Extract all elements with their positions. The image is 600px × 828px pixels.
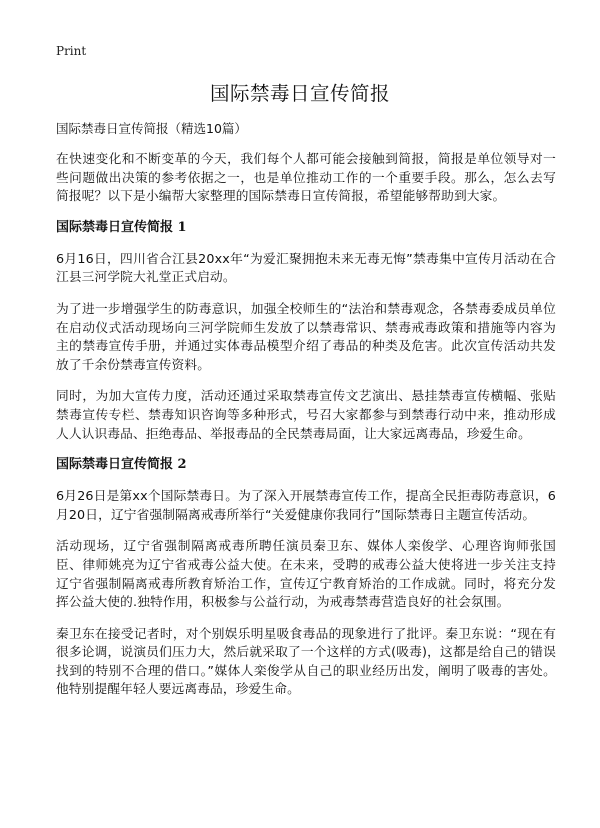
section-heading-2: 国际禁毒日宣传简报 2	[56, 457, 187, 473]
document-body	[56, 120, 556, 712]
section-2-paragraph-3: 秦卫东在接受记者时，对个别娱乐明星吸食毒品的现象进行了批评。秦卫东说：“现在有很多论调，说演员们压力大，然后就采取了一个这样的方式(吸毒)，这都是给自己的错误找到的特别不合理的借口。”媒体人栾俊学从自己的职业经历出发，阐明了吸毒的害处。他特别提醒年轻人要远离毒品，珍爱生命。	[56, 625, 556, 697]
section-2-paragraph-1: 6月26日是第xx个国际禁毒日。为了深入开展禁毒宣传工作，提高全民拒毒防毒意识，6月20日，辽宁省强制隔离戒毒所举行“关爱健康你我同行”国际禁毒日主题宣传活动。	[56, 488, 556, 522]
section-2-paragraph-2: 活动现场，辽宁省强制隔离戒毒所聘任演员秦卫东、媒体人栾俊学、心理咨询师张国臣、律师姚亮为辽宁省戒毒公益大使。在未来，受聘的戒毒公益大使将进一步关注支持辽宁省强制隔离戒毒所教育矫治工作，宣传辽宁教育矫治的工作成就。同时，将充分发挥公益大使的.独特作用，积极参与公益行动，为戒毒禁毒营造良好的社会氛围。	[56, 538, 556, 610]
section-1-paragraph-3: 同时，为加大宣传力度，活动还通过采取禁毒宣传文艺演出、悬挂禁毒宣传横幅、张贴禁毒宣传专栏、禁毒知识咨询等多种形式，号召大家都参与到禁毒行动中来，推动形成人人认识毒品、拒绝毒品、举报毒品的全民禁毒局面，让大家远离毒品，珍爱生命。	[56, 388, 556, 441]
intro-paragraph: 在快速变化和不断变革的今天，我们每个人都可能会接触到简报，简报是单位领导对一些问题做出决策的参考依据之一，也是单位推动工作的一个重要手段。那么，怎么去写简报呢？以下是小编帮大家整理的国际禁毒日宣传简报，希望能够帮助到大家。	[56, 151, 556, 204]
document-subtitle: 国际禁毒日宣传简报（精选10篇）	[56, 121, 247, 136]
print-link[interactable]: Print	[56, 44, 87, 58]
section-1-paragraph-1: 6月16日，四川省合江县20xx年“为爱汇聚拥抱未来无毒无悔”禁毒集中宣传月活动在合江县三河学院大礼堂正式启动。	[56, 250, 556, 285]
section-heading-1: 国际禁毒日宣传简报 1	[56, 219, 187, 235]
section-1-paragraph-2: 为了进一步增强学生的防毒意识，加强全校师生的“法治和禁毒观念，各禁毒委成员单位在启动仪式活动现场向三河学院师生发放了以禁毒常识、禁毒戒毒政策和措施等内容为主的禁毒宣传手册，并通过实体毒品模型介绍了毒品的种类及危害。此次宣传活动共发放了千余份禁毒宣传资料。	[56, 300, 556, 372]
page-title: 国际禁毒日宣传简报	[209, 82, 390, 105]
